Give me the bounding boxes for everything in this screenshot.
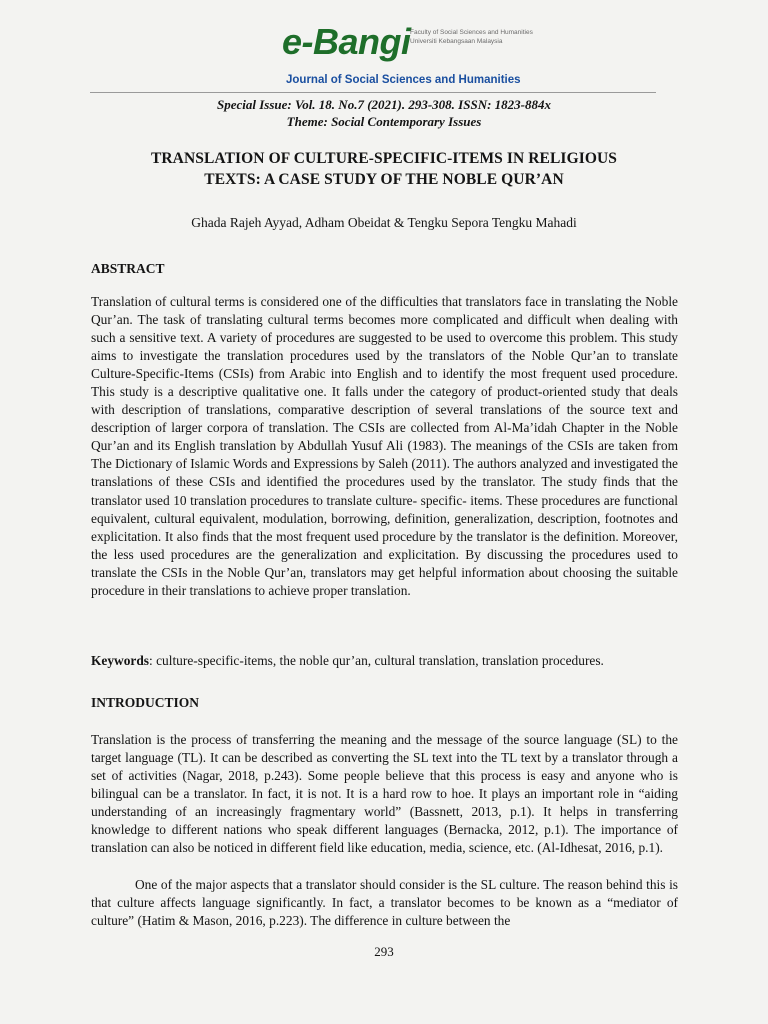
keywords-text: : culture-specific-items, the noble qur’an, cultural translation, translation procedures. xyxy=(149,653,604,668)
abstract-heading: ABSTRACT xyxy=(91,261,165,276)
introduction-paragraph-1: Translation is the process of transferring the meaning and the message of the source language (SL) to the target language (TL). It can be described as converting the SL text into the TL text by a translator through a set of activities (Nagar, 2018, p.243). Some people believe that this process is easy and anyone who is bilingual can be a translator. In fact, it is not. It is a hard row to hoe. It plays an important role in “aiding understanding of an increasingly fragmentary world” (Bassnett, 2013, p.1). It helps in transferring knowledge to different nations who speak different languages (Bernacka, 2012, p.1). The importance of translation can also be noticed in different field like education, media, science, etc. (Al-Idhesat, 2016, p.1). xyxy=(91,732,678,856)
keywords-label: Keywords xyxy=(91,653,150,668)
article-title xyxy=(90,148,678,190)
title-line-2: TEXTS: A CASE STUDY OF THE NOBLE QUR’AN xyxy=(204,171,564,188)
keywords-line xyxy=(91,652,691,670)
logo-wordmark: e-Bangi xyxy=(282,21,411,62)
issue-info xyxy=(0,96,768,130)
title-line-1: TRANSLATION OF CULTURE-SPECIFIC-ITEMS IN RELIGIOUS xyxy=(150,150,618,167)
logo-faculty-text xyxy=(410,28,533,46)
journal-name: Journal of Social Sciences and Humanities xyxy=(286,74,521,86)
journal-logo xyxy=(282,21,533,90)
logo-faculty-line: Faculty of Social Sciences and Humanities xyxy=(410,29,533,36)
header-rule xyxy=(90,92,656,93)
author-list: Ghada Rajeh Ayyad, Adham Obeidat & Tengku Sepora Tengku Mahadi xyxy=(191,215,577,230)
logo-university-line: Universiti Kebangsaan Malaysia xyxy=(410,38,503,45)
issue-line: Special Issue: Vol. 18. No.7 (2021). 293-308. ISSN: 1823-884x xyxy=(216,97,552,112)
abstract-text: Translation of cultural terms is considered one of the difficulties that translators face in translating the Noble Qur’an. The task of translating cultural terms becomes more complicated and difficult when dealing with such a sensitive text. A variety of procedures are suggested to be used to overcome this problem. This study aims to investigate the translation procedures used by the translators of the Noble Qur’an to translate Culture-Specific-Items (CSIs) from Arabic into English and to identify the most frequent used procedure. This study is a descriptive qualitative one. It falls under the category of product-oriented study that deals with description of translations, comparative description of several translations of the source text and description of larger corpora of translation. The CSIs are collected from Al-Ma’idah Chapter in the Noble Qur’an and its English translation by Abdullah Yusuf Ali (1983). The meanings of the CSIs are taken from The Dictionary of Islamic Words and Expressions by Saleh (2011). The authors analyzed and investigated the translations of these CSIs and identified the procedures used by the translator. The study finds that the translator used 10 translation procedures to translate culture- specific- items. These procedures are functional equivalent, cultural equivalent, modulation, borrowing, definition, generalization, description, footnotes and explicitation. It also finds that the most frequent used procedure by the translator is the definition. Moreover, the less used procedures are the generalization and explicitation. By discussing the procedures used to translate the CSIs in the Noble Qur’an, translators may get helpful information about choosing the suitable procedure in their translations to achieve proper translation. xyxy=(91,294,678,598)
introduction-paragraph-2: One of the major aspects that a translator should consider is the SL culture. The reason behind this is that culture affects language significantly. In fact, a translator becomes to be known as a “mediator of culture” (Hatim & Mason, 2016, p.223). The difference in culture between the xyxy=(91,877,678,929)
theme-line: Theme: Social Contemporary Issues xyxy=(286,114,482,129)
introduction-heading: INTRODUCTION xyxy=(91,695,200,710)
page-number: 293 xyxy=(374,944,394,959)
